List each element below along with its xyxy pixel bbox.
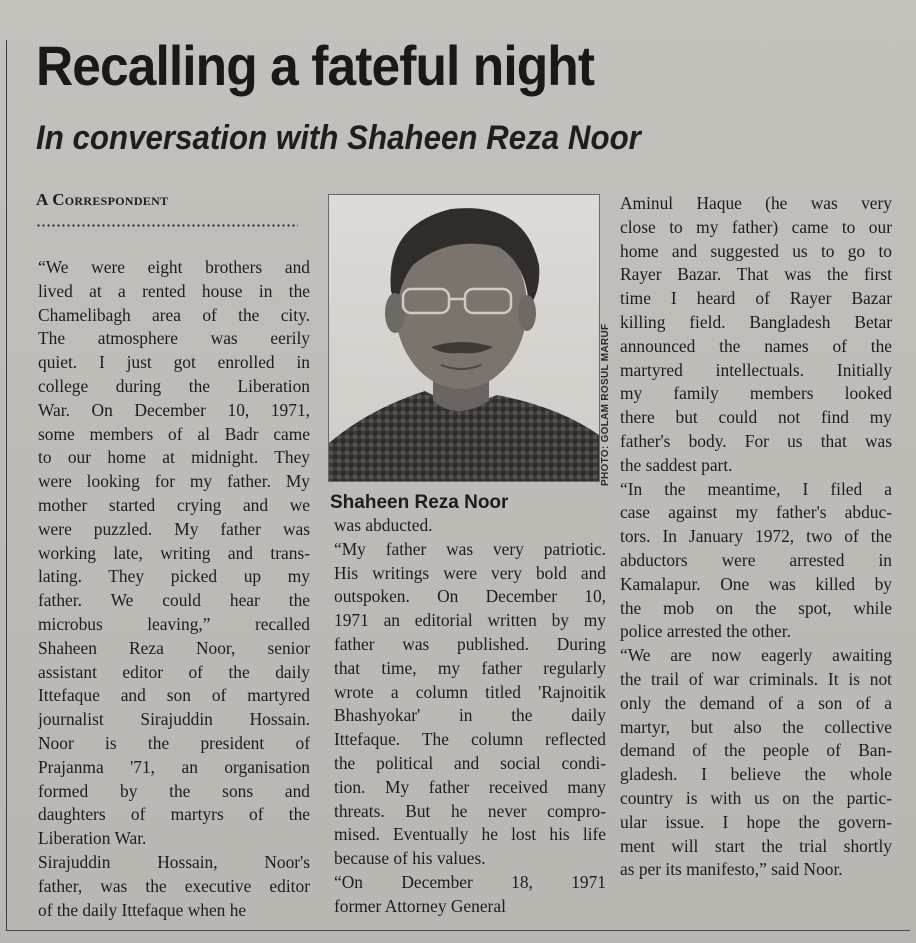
article-text-line: because of his values. xyxy=(334,848,486,869)
article-text-line: Ittefaque. The column reflected xyxy=(334,729,606,750)
article-column-3 xyxy=(620,192,892,882)
article-text-line: His writings were very bold and xyxy=(334,562,606,583)
article-text-line: that time, my father regularly xyxy=(334,657,606,678)
article-text-line: as per its manifesto,” said Noor. xyxy=(620,859,843,880)
article-text-line: working late, writing and trans- xyxy=(38,542,310,563)
article-text-line: gladesh. I believe the whole xyxy=(620,764,892,785)
article-text-line: to our home at midnight. They xyxy=(38,447,310,468)
article-text-line: assistant editor of the daily xyxy=(38,661,310,682)
article-text-line: Kamalapur. One was killed by xyxy=(620,573,892,594)
article-text-line: only the demand of a son of a xyxy=(620,692,892,713)
article-text-line: “On December 18, 1971 xyxy=(334,871,606,892)
article-text-line: there but could not find my xyxy=(620,407,892,428)
article-text-line: quiet. I just got enrolled in xyxy=(38,352,310,373)
article-text-line: some members of al Badr came xyxy=(38,423,310,444)
article-text-line: mother started crying and we xyxy=(38,494,310,515)
article-text-line: demand of the people of Ban- xyxy=(620,740,892,761)
article-text-line: ment will start the trial shortly xyxy=(620,835,892,856)
article-text-line: Sirajuddin Hossain, Noor's xyxy=(38,851,310,872)
article-text-line: journalist Sirajuddin Hossain. xyxy=(38,709,310,730)
article-text-line: Ittefaque and son of martyred xyxy=(38,685,310,706)
article-text-line: the trail of war criminals. It is not xyxy=(620,668,892,689)
photo-credit: PHOTO: GOLAM ROSUL MARUF xyxy=(600,323,611,486)
article-text-line: “In the meantime, I filed a xyxy=(620,478,892,499)
article-subheadline: In conversation with Shaheen Reza Noor xyxy=(36,119,641,157)
article-text-line: Liberation War. xyxy=(38,828,147,849)
article-text-line: were puzzled. My father was xyxy=(38,518,310,539)
article-text-line: lived at a rented house in the xyxy=(38,280,310,301)
article-byline: A Correspondent xyxy=(36,190,169,209)
article-text-line: home and suggested us to go to xyxy=(620,240,892,261)
photo-caption: Shaheen Reza Noor xyxy=(330,492,509,513)
article-text-line: tors. In January 1972, two of the xyxy=(620,526,892,547)
article-text-line: wrote a column titled 'Rajnoitik xyxy=(334,681,606,702)
article-text-line: Noor is the president of xyxy=(38,732,310,753)
article-text-line: Aminul Haque (he was very xyxy=(620,193,892,213)
byline-dotted-rule xyxy=(36,224,298,227)
article-text-line: killing field. Bangladesh Betar xyxy=(620,311,892,332)
article-text-line: microbus leaving,” recalled xyxy=(38,613,310,634)
article-text-line: the saddest part. xyxy=(620,454,733,475)
article-text-line: the political and social condi- xyxy=(334,752,606,773)
article-text-line: threats. But he never compro- xyxy=(334,800,606,821)
article-text-line: martyr, but also the collective xyxy=(620,716,892,737)
article-text-line: “My father was very patriotic. xyxy=(334,538,606,559)
article-text-line: abductors were arrested in xyxy=(620,549,892,570)
article-text-line: The atmosphere was eerily xyxy=(38,328,310,349)
article-text-line: father was published. During xyxy=(334,633,606,654)
article-text-line: police arrested the other. xyxy=(620,621,791,642)
article-text-line: close to my father) came to our xyxy=(620,216,892,237)
article-column-1 xyxy=(38,256,310,922)
article-text-line: case against my father's abduc- xyxy=(620,502,892,523)
portrait-photo xyxy=(328,194,600,482)
article-text-line: father. We could hear the xyxy=(38,590,310,611)
article-text-line: tion. My father received many xyxy=(334,776,606,797)
portrait-illustration xyxy=(329,195,599,481)
article-text-line: lating. They picked up my xyxy=(38,566,310,587)
article-text-line: of the daily Ittefaque when he xyxy=(38,899,247,920)
article-text-line: my family members looked xyxy=(620,383,892,404)
article-headline: Recalling a fateful night xyxy=(36,34,595,97)
article-text-line: “We were eight brothers and xyxy=(38,257,310,277)
article-text-line: “We are now eagerly awaiting xyxy=(620,645,892,666)
article-text-line: martyred intellectuals. Initially xyxy=(620,359,892,380)
article-text-line: formed by the sons and xyxy=(38,780,310,801)
article-text-line: were looking for my father. My xyxy=(38,471,310,492)
article-text-line: Prajanma '71, an organisation xyxy=(38,756,310,777)
article-text-line: outspoken. On December 10, xyxy=(334,586,606,607)
article-text-line: Chamelibagh area of the city. xyxy=(38,304,310,325)
article-text-line: the mob on the spot, while xyxy=(620,597,892,618)
article-text-line: Rayer Bazar. That was the first xyxy=(620,264,892,285)
article-text-line: was abducted. xyxy=(334,515,433,535)
article-text-line: father's body. For us that was xyxy=(620,430,892,451)
article-text-line: father, was the executive editor xyxy=(38,875,310,896)
article-text-line: mised. Eventually he lost his life xyxy=(334,824,606,845)
article-text-line: time I heard of Rayer Bazar xyxy=(620,288,892,309)
article-text-line: 1971 an editorial written by my xyxy=(334,610,606,631)
article-text-line: daughters of martyrs of the xyxy=(38,804,310,825)
article-text-line: college during the Liberation xyxy=(38,375,310,396)
article-text-line: former Attorney General xyxy=(334,895,506,916)
column-rule-left xyxy=(6,40,7,930)
article-text-line: Shaheen Reza Noor, senior xyxy=(38,637,310,658)
bottom-rule xyxy=(6,930,910,931)
article-text-line: ular issue. I hope the govern- xyxy=(620,811,892,832)
article-text-line: country is with us on the partic- xyxy=(620,787,892,808)
article-column-2 xyxy=(334,514,606,919)
article-text-line: Bhashyokar' in the daily xyxy=(334,705,606,726)
article-text-line: War. On December 10, 1971, xyxy=(38,399,310,420)
article-text-line: announced the names of the xyxy=(620,335,892,356)
